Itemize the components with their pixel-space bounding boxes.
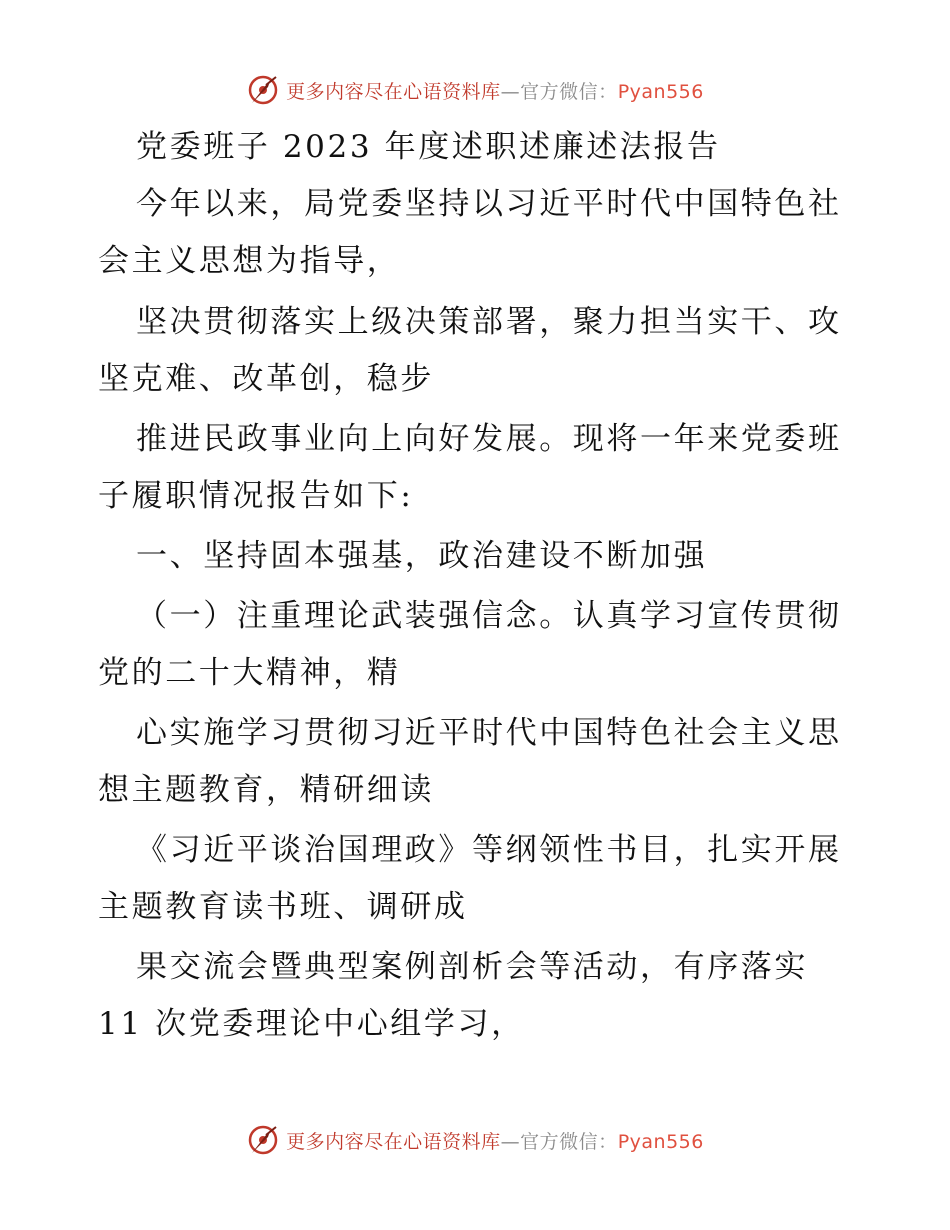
paragraph-line: 坚克难、改革创，稳步 (98, 361, 434, 397)
watermark-dash: — (500, 80, 521, 103)
watermark-main: 更多内容尽在心语资料库 (286, 1130, 501, 1153)
watermark-suffix: 官方微信： (520, 80, 618, 103)
watermark-main: 更多内容尽在心语资料库 (286, 80, 501, 103)
watermark-text (286, 1127, 704, 1154)
paragraph-line: 党的二十大精神，精 (98, 655, 401, 691)
watermark-dash: — (500, 1130, 521, 1153)
paragraph-line: 子履职情况报告如下: (98, 478, 414, 514)
paragraph-line: 心实施学习贯彻习近平时代中国特色社会主义思 (136, 715, 842, 751)
watermark-footer (0, 1120, 950, 1160)
watermark-id: Pyan556 (617, 1130, 704, 1153)
paragraph-line: 会主义思想为指导， (98, 243, 401, 279)
paragraph-line: 11 次党委理论中心组学习， (98, 1006, 525, 1042)
paragraph-line: 想主题教育，精研细读 (98, 772, 434, 808)
watermark-id: Pyan556 (617, 80, 704, 103)
watermark-suffix: 官方微信： (520, 1130, 618, 1153)
paragraph-line: 《习近平谈治国理政》等纲领性书目，扎实开展 (136, 832, 842, 868)
paragraph-line: 果交流会暨典型案例剖析会等活动，有序落实 (136, 949, 808, 985)
section-heading: 一、坚持固本强基，政治建设不断加强 (136, 538, 708, 574)
paragraph-line: 主题教育读书班、调研成 (98, 889, 468, 925)
paragraph-line: 坚决贯彻落实上级决策部署，聚力担当实干、攻 (136, 304, 842, 340)
quill-circle-logo-icon (246, 1123, 280, 1157)
paragraph-line: 今年以来，局党委坚持以习近平时代中国特色社 (136, 186, 842, 222)
document-title: 党委班子 2023 年度述职述廉述法报告 (136, 129, 721, 165)
paragraph-line: 推进民政事业向上向好发展。现将一年来党委班 (136, 421, 842, 457)
subsection-heading: （一）注重理论武装强信念。认真学习宣传贯彻 (136, 598, 842, 634)
